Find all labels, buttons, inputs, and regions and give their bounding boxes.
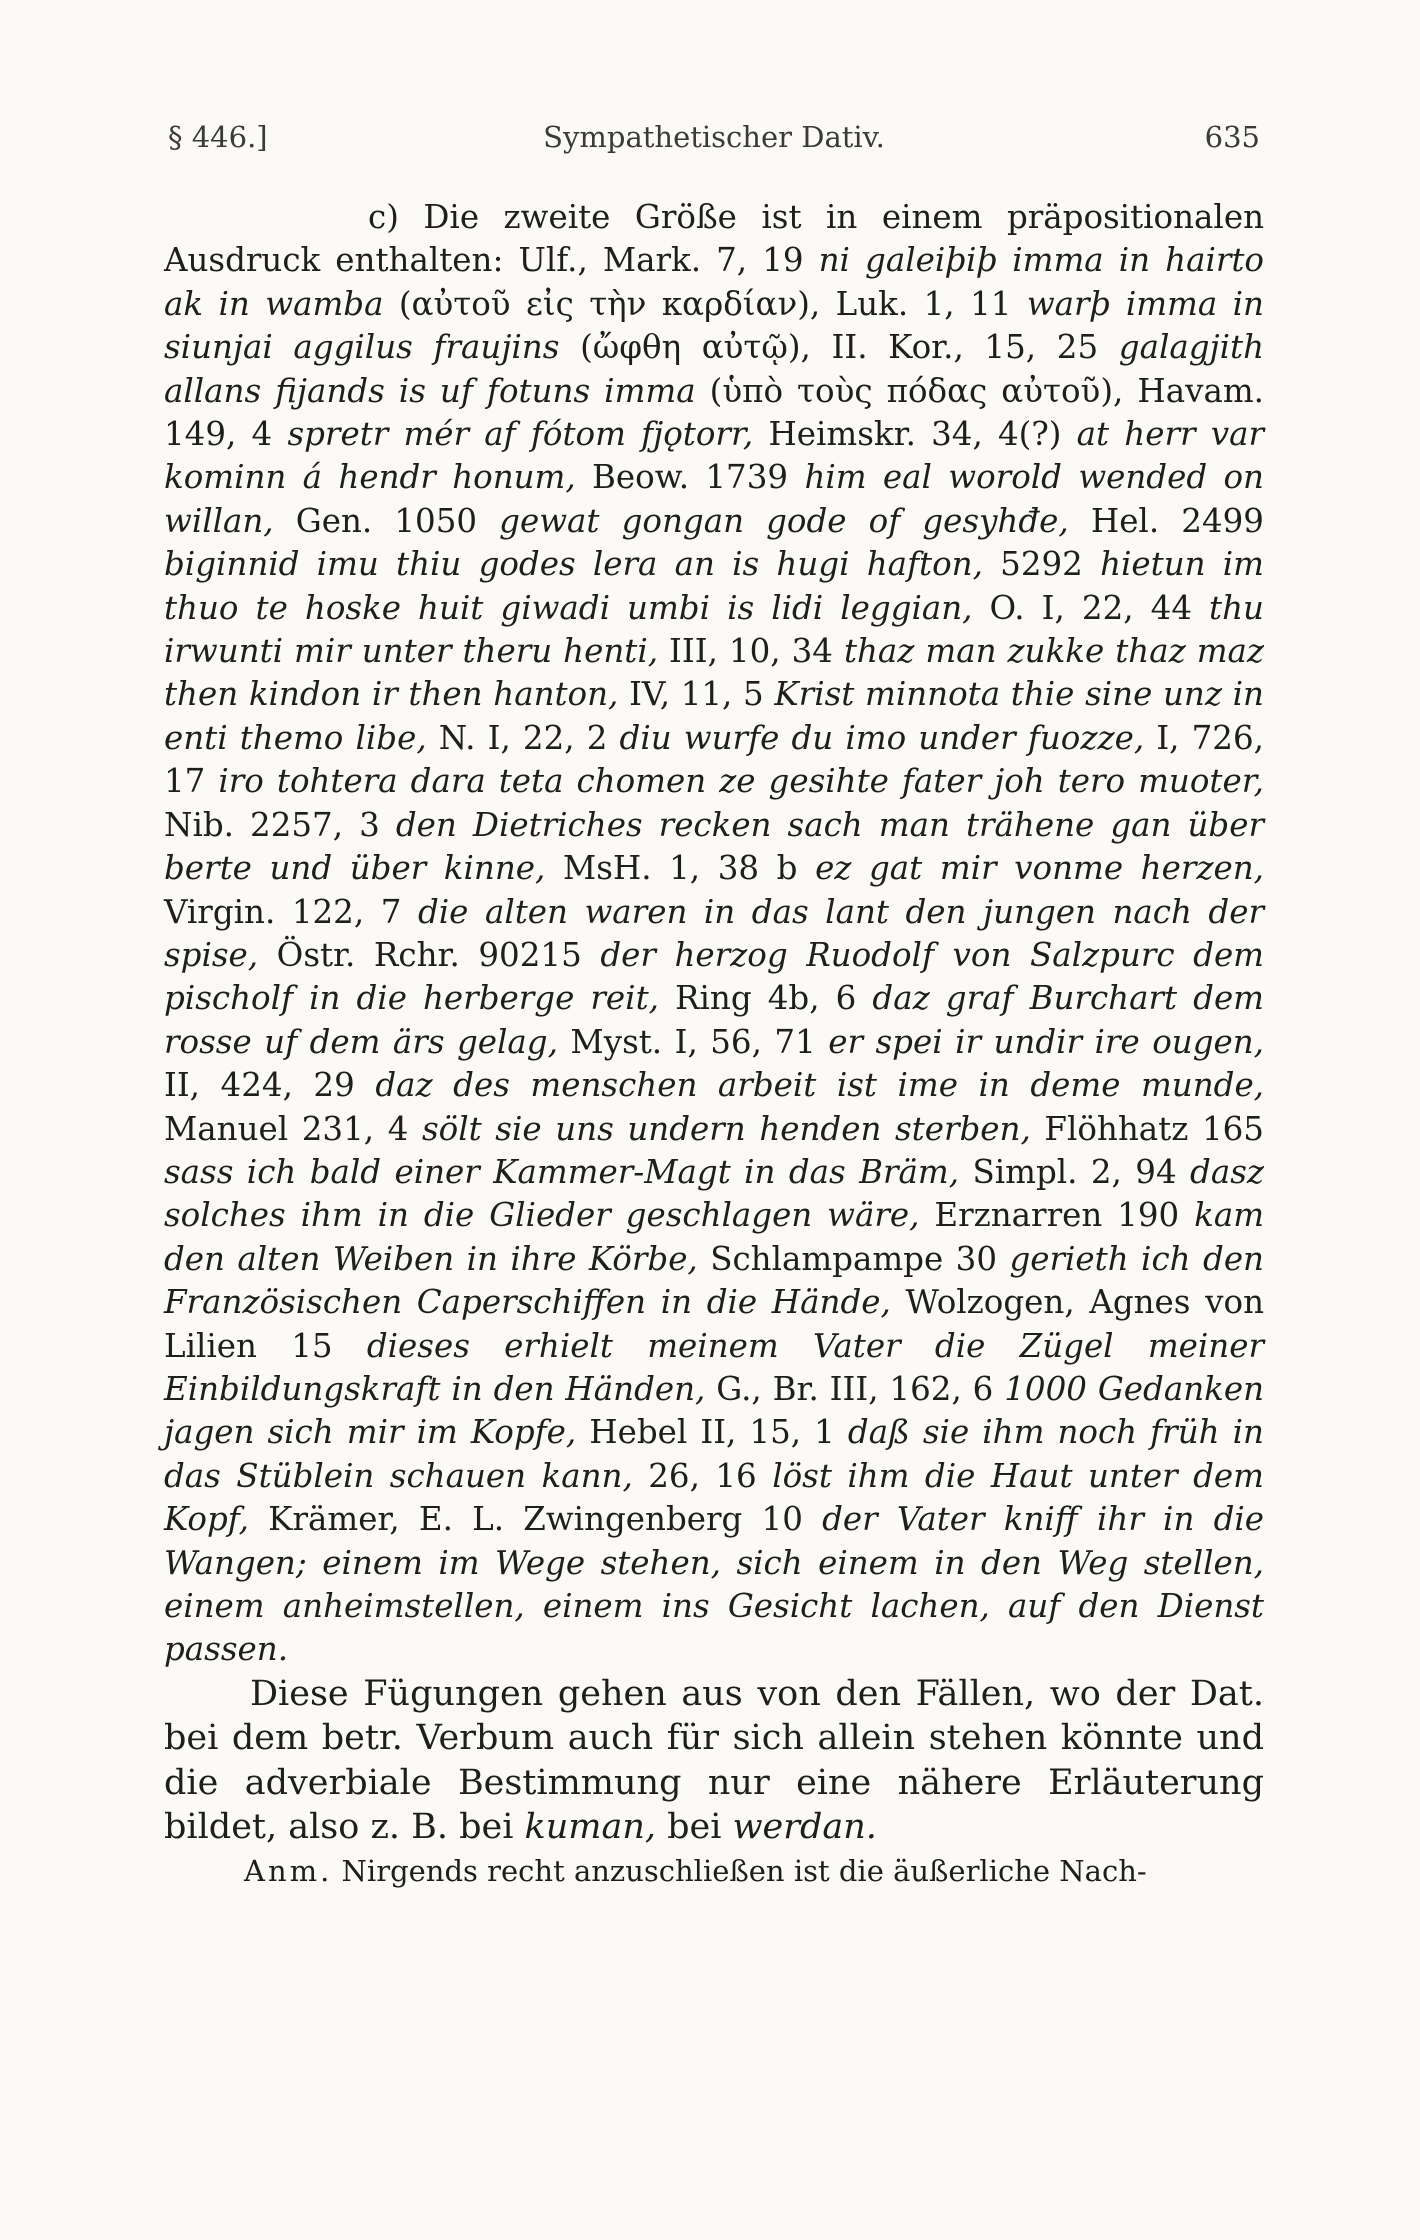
text-run: Hel. 2499 [1068, 501, 1264, 540]
text-run: (ὑπὸ τοὺς πόδας αὐτοῦ), Havam. 149, 4 [164, 371, 1264, 454]
italic-quote: sass ich bald einer Kammer-Magt in das Bräm, [164, 1152, 960, 1191]
italic-quote: iro tohtera dara teta chomen ze gesihte fater joh tero muoter, [218, 762, 1265, 801]
body-text [164, 196, 1264, 1892]
text-run: Hebel II, 15, 1 [576, 1413, 848, 1452]
italic-quote: diu wurfe du imo under fuozze, [619, 718, 1145, 757]
italic-quote: der herzog Ruodolf von Salzpurc dem pischolf in die herberge reit, [164, 935, 1264, 1018]
text-run: O. I, 22, 44 [972, 588, 1210, 627]
text-run: Erznarren 190 [919, 1196, 1195, 1235]
text-run: IV, 11, 5 [618, 675, 775, 714]
italic-quote: kam den alten Weiben in ihre Körbe, [164, 1196, 1265, 1278]
text-run: (αὐτοῦ εἰς τὴν καρδίαν), Luk. 1, 11 [383, 284, 1027, 323]
text-run: Simpl. 2, 94 [959, 1152, 1191, 1191]
text-run: c) Die zweite Größe ist in einem präpositionalen Ausdruck enthalten: Ulf., Mark. 7, 19 [164, 198, 1264, 280]
text-run: G., Br. III, 162, 6 [705, 1369, 1005, 1408]
italic-quote: daß sie ihm noch früh in das Stüblein schauen kann, [164, 1413, 1264, 1495]
italic-quote: kuman, [524, 1807, 657, 1848]
running-title: Sympathetischer Dativ. [543, 120, 885, 154]
italic-quote: galagjith allans fijands is uf fotuns imma [164, 328, 1264, 410]
page-number: 635 [1204, 120, 1260, 154]
paragraph-examples [164, 196, 1264, 1672]
text-run: Virgin. 122, 7 [164, 892, 418, 931]
text-run: Nib. 2257, 3 [164, 805, 396, 844]
italic-quote: biginnid imu thiu godes lera an is hugi hafton, [164, 545, 983, 584]
text-run: Gen. 1050 [273, 501, 500, 540]
italic-quote: 1000 Gedanken jagen sich mir im Kopfe, [164, 1369, 1264, 1452]
italic-quote: die alten waren in das lant den jungen nach der spise, [164, 892, 1265, 974]
text-run: Schlampampe 30 [697, 1239, 1010, 1278]
italic-quote: gerieth ich den Französischen Caperschiffen in die Hände, [164, 1239, 1264, 1322]
italic-quote: ez gat mir vonme herzen, [815, 849, 1264, 888]
running-header [168, 120, 1260, 160]
text-run: Beow. 1739 [575, 458, 805, 497]
italic-quote: gewat gongan gode of gesyhđe, [499, 501, 1069, 540]
text-run: III, 10, 34 [658, 632, 844, 671]
text-run: MsH. 1, 38 b [545, 849, 816, 888]
italic-quote: warþ imma in siunjai aggilus fraujins [164, 284, 1264, 367]
italic-quote: dieses erhielt meinem Vater die Zügel meiner Einbildungskraft in den Händen, [164, 1326, 1265, 1408]
italic-quote: sölt sie uns undern henden sterben, [422, 1109, 1031, 1148]
text-run: 5292 [982, 545, 1101, 584]
text-run: 26, 16 [632, 1456, 773, 1495]
text-run: Anm. [244, 1853, 333, 1888]
text-run: Nirgends recht anzuschließen ist die äußerliche Nach- [332, 1853, 1147, 1888]
paragraph-note [164, 1850, 1264, 1892]
italic-quote: er spei ir undir ire ougen, [828, 1022, 1264, 1061]
italic-quote: werdan. [732, 1807, 877, 1848]
italic-quote: ni galeiþiþ imma in hairto ak in wamba [164, 241, 1265, 323]
italic-quote: dasz solches ihm in die Glieder geschlagen wäre, [164, 1152, 1264, 1235]
paragraph-explanation [164, 1672, 1264, 1850]
text-run: N. I, 22, 2 [426, 718, 620, 757]
italic-quote: at herr var kominn á hendr honum, [164, 415, 1264, 497]
section-number: § 446.] [168, 120, 268, 154]
text-run: Östr. Rchr. 90215 [258, 935, 601, 974]
text-run: bei [656, 1807, 733, 1848]
text-run: Wolzogen, Agnes von Lilien 15 [164, 1283, 1265, 1365]
text-run: II, 424, 29 [164, 1066, 376, 1105]
italic-quote: daz graf Burchart dem rosse uf dem ärs gelag, [164, 979, 1264, 1061]
text-run: Myst. I, 56, 71 [557, 1022, 829, 1061]
text-run: Diese Fügungen gehen aus von den Fällen, wo der Dat. bei dem betr. Verbum auch für sich allein stehen könnte und die adverbiale Bestimmung nur eine nähere Erläuterung bildet, also z. B. bei [164, 1673, 1264, 1848]
italic-quote: him eal worold wended on willan, [164, 458, 1264, 540]
text-run: Heimskr. 34, 4(?) [753, 415, 1077, 454]
text-run: (ὤφθη αὐτῷ), II. Kor., 15, 25 [559, 328, 1119, 367]
italic-quote: daz des menschen arbeit ist ime in deme munde, [375, 1066, 1265, 1105]
text-run: Flöhhatz 165 [1030, 1109, 1264, 1148]
italic-quote: den Dietriches recken sach man trähene gan über berte und über kinne, [164, 805, 1264, 888]
italic-quote: thu irwunti mir unter theru henti, [164, 588, 1264, 671]
text-run: Ring 4b, 6 [658, 979, 873, 1018]
italic-quote: der Vater kniff ihr in die Wangen; einem im Wege stehen, sich einem in den Weg stellen, einem anheimstellen, einem ins Gesicht lachen, auf den Dienst passen. [164, 1500, 1264, 1669]
text-run: Manuel 231, 4 [164, 1109, 422, 1148]
italic-quote: hietun im thuo te hoske huit giwadi umbi is lidi leggian, [164, 545, 1264, 627]
text-run: Krämer, E. L. Zwingenberg 10 [248, 1500, 823, 1539]
italic-quote: löst ihm die Haut unter dem Kopf, [164, 1456, 1264, 1539]
italic-quote: Krist minnota thie sine unz in enti themo libe, [164, 675, 1264, 757]
italic-quote: thaz man zukke thaz maz then kindon ir then hanton, [164, 632, 1265, 714]
text-run: I, 726, 17 [164, 718, 1264, 801]
italic-quote: spretr mér af fótom fjǫtorr, [287, 415, 754, 454]
